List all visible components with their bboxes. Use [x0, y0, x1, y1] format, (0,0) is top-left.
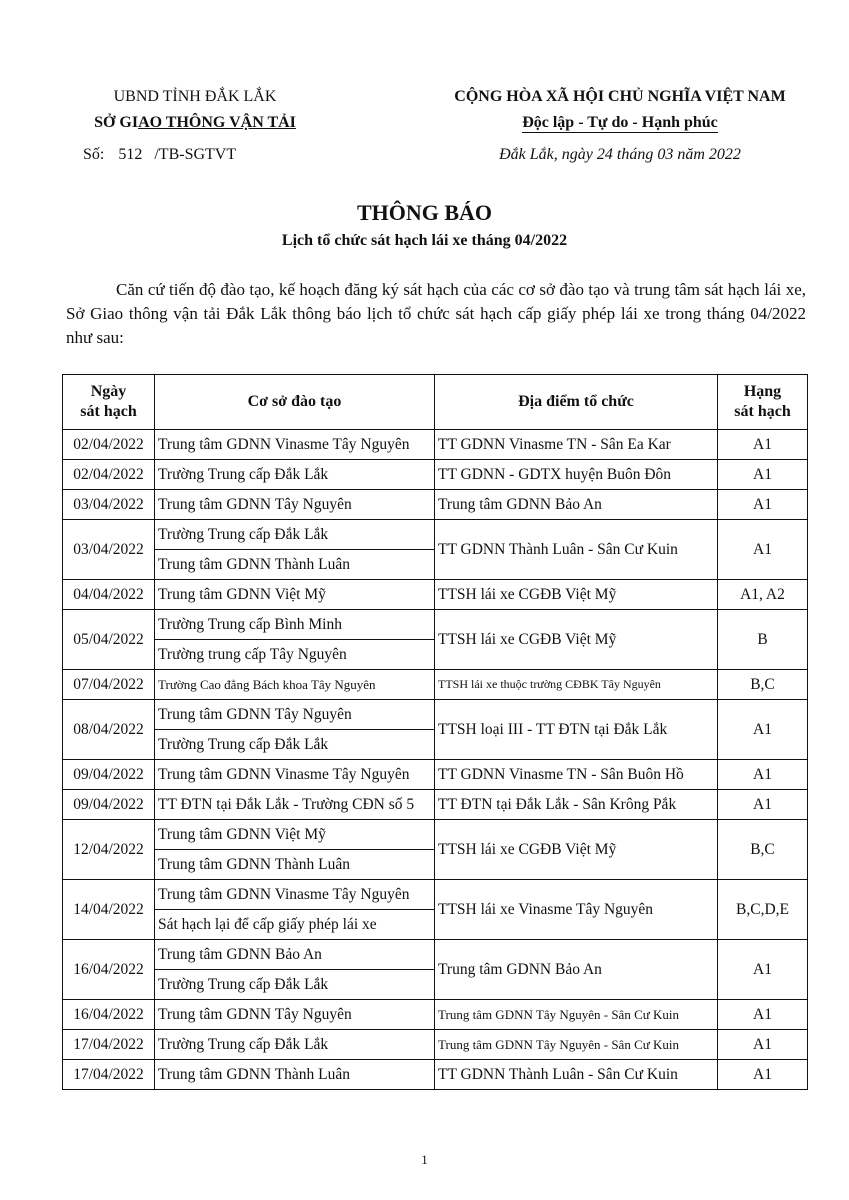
table-row: [63, 670, 808, 700]
cell-school: Trung tâm GDNN Thành Luân: [155, 1060, 435, 1090]
cell-class: A1: [718, 490, 808, 520]
table-row: [63, 820, 808, 850]
cell-venue: TT GDNN Thành Luân - Sân Cư Kuin: [435, 1060, 718, 1090]
cell-venue: TT ĐTN tại Đắk Lắk - Sân Krông Pắk: [435, 790, 718, 820]
cell-school: Trung tâm GDNN Tây Nguyên: [155, 1000, 435, 1030]
table-row: [63, 880, 808, 910]
cell-venue: TTSH lái xe Vinasme Tây Nguyên: [435, 880, 718, 940]
cell-date: 05/04/2022: [63, 610, 155, 670]
cell-school: Trung tâm GDNN Vinasme Tây Nguyên: [155, 880, 435, 910]
national-title: CỘNG HÒA XÃ HỘI CHỦ NGHĨA VIỆT NAM: [454, 88, 786, 105]
cell-school: Trung tâm GDNN Việt Mỹ: [155, 580, 435, 610]
cell-date: 14/04/2022: [63, 880, 155, 940]
table-header-row: [63, 375, 808, 430]
table-row: [63, 700, 808, 730]
cell-school: Trường Trung cấp Đắk Lắk: [155, 1030, 435, 1060]
table-row: [63, 1000, 808, 1030]
header-date-line2: sát hạch: [80, 403, 137, 420]
cell-venue: Trung tâm GDNN Tây Nguyên - Sân Cư Kuin: [435, 1000, 718, 1030]
cell-school: Trung tâm GDNN Tây Nguyên: [155, 700, 435, 730]
cell-venue: TT GDNN Vinasme TN - Sân Buôn Hồ: [435, 760, 718, 790]
cell-date: 09/04/2022: [63, 760, 155, 790]
cell-school: Trung tâm GDNN Bảo An: [155, 940, 435, 970]
document-subtitle: Lịch tổ chức sát hạch lái xe tháng 04/2022: [281, 232, 568, 249]
header-venue: Địa điểm tổ chức: [435, 375, 718, 430]
cell-class: A1: [718, 760, 808, 790]
cell-date: 16/04/2022: [63, 1000, 155, 1030]
table-row: [63, 790, 808, 820]
table-row: [63, 430, 808, 460]
schedule-table: [62, 374, 808, 1090]
cell-venue: TTSH lái xe CGĐB Việt Mỹ: [435, 820, 718, 880]
cell-school: Trung tâm GDNN Việt Mỹ: [155, 820, 435, 850]
cell-class: A1: [718, 1030, 808, 1060]
cell-school: Trường Trung cấp Đắk Lắk: [155, 730, 435, 760]
cell-date: 17/04/2022: [63, 1030, 155, 1060]
document-number-suffix: /TB-SGTVT: [154, 146, 237, 163]
header-class-line1: Hạng: [743, 383, 782, 400]
cell-date: 08/04/2022: [63, 700, 155, 760]
table-row: [63, 580, 808, 610]
cell-school: TT ĐTN tại Đắk Lắk - Trường CĐN số 5: [155, 790, 435, 820]
cell-date: 17/04/2022: [63, 1060, 155, 1090]
cell-school: Trường Trung cấp Bình Minh: [155, 610, 435, 640]
issuer-parent: UBND TỈNH ĐẮK LẮK: [113, 88, 277, 105]
place-date: Đắk Lắk, ngày 24 tháng 03 năm 2022: [499, 146, 741, 163]
cell-class: B,C,D,E: [718, 880, 808, 940]
cell-venue: TTSH loại III - TT ĐTN tại Đắk Lắk: [435, 700, 718, 760]
cell-date: 02/04/2022: [63, 430, 155, 460]
national-motto: [420, 110, 820, 136]
cell-class: B,C: [718, 670, 808, 700]
cell-class: A1: [718, 1060, 808, 1090]
cell-venue: Trung tâm GDNN Bảo An: [435, 940, 718, 1000]
cell-class: A1: [718, 1000, 808, 1030]
cell-date: 03/04/2022: [63, 490, 155, 520]
table-row: [63, 940, 808, 970]
cell-venue: TTSH lái xe thuộc trường CĐBK Tây Nguyên: [435, 670, 718, 700]
document-number: [60, 142, 330, 168]
cell-venue: TTSH lái xe CGĐB Việt Mỹ: [435, 580, 718, 610]
cell-date: 04/04/2022: [63, 580, 155, 610]
cell-class: A1: [718, 430, 808, 460]
header-date: [63, 375, 155, 430]
cell-date: 16/04/2022: [63, 940, 155, 1000]
issuer-department-part2: AO THÔNG VẬN TẢI: [138, 114, 296, 131]
cell-date: 02/04/2022: [63, 460, 155, 490]
cell-venue: Trung tâm GDNN Tây Nguyên - Sân Cư Kuin: [435, 1030, 718, 1060]
issuer-department: [60, 110, 330, 136]
cell-venue: Trung tâm GDNN Bảo An: [435, 490, 718, 520]
cell-class: B: [718, 610, 808, 670]
cell-class: A1: [718, 790, 808, 820]
table-row: [63, 760, 808, 790]
header-school: Cơ sở đào tạo: [155, 375, 435, 430]
intro-paragraph: Căn cứ tiến độ đào tạo, kế hoạch đăng ký sát hạch của các cơ sở đào tạo và trung tâm sát hạch lái xe, Sở Giao thông vận tải Đắk Lắk thông báo lịch tổ chức sát hạch cấp giấy phép lái xe trong tháng 04/2022 như sau:: [66, 280, 806, 347]
cell-class: A1, A2: [718, 580, 808, 610]
cell-venue: TTSH lái xe CGĐB Việt Mỹ: [435, 610, 718, 670]
cell-school: Sát hạch lại để cấp giấy phép lái xe: [155, 910, 435, 940]
cell-class: A1: [718, 460, 808, 490]
cell-date: 09/04/2022: [63, 790, 155, 820]
header-class-line2: sát hạch: [734, 403, 791, 420]
cell-date: 03/04/2022: [63, 520, 155, 580]
cell-school: Trường trung cấp Tây Nguyên: [155, 640, 435, 670]
cell-date: 12/04/2022: [63, 820, 155, 880]
cell-class: A1: [718, 520, 808, 580]
cell-class: B,C: [718, 820, 808, 880]
cell-school: Trung tâm GDNN Tây Nguyên: [155, 490, 435, 520]
cell-school: Trường Trung cấp Đắk Lắk: [155, 460, 435, 490]
cell-venue: TT GDNN Vinasme TN - Sân Ea Kar: [435, 430, 718, 460]
cell-school: Trường Trung cấp Đắk Lắk: [155, 970, 435, 1000]
table-row: [63, 490, 808, 520]
cell-school: Trung tâm GDNN Vinasme Tây Nguyên: [155, 430, 435, 460]
cell-school: Trung tâm GDNN Thành Luân: [155, 850, 435, 880]
national-motto-block: [420, 84, 820, 168]
header-date-line1: Ngày: [90, 383, 127, 400]
cell-venue: TT GDNN - GDTX huyện Buôn Đôn: [435, 460, 718, 490]
national-motto-text: Độc lập - Tự do - Hạnh phúc: [522, 114, 718, 131]
cell-school: Trung tâm GDNN Vinasme Tây Nguyên: [155, 760, 435, 790]
document-title: THÔNG BÁO: [356, 200, 493, 225]
header-class: [718, 375, 808, 430]
table-row: [63, 1030, 808, 1060]
document-number-label: Số:: [83, 146, 105, 163]
document-number-value: 512: [118, 146, 143, 163]
cell-date: 07/04/2022: [63, 670, 155, 700]
schedule-body: [63, 430, 808, 1090]
cell-school: Trường Cao đẳng Bách khoa Tây Nguyên: [155, 670, 435, 700]
table-row: [63, 610, 808, 640]
issuer-block: [60, 84, 330, 168]
cell-school: Trung tâm GDNN Thành Luân: [155, 550, 435, 580]
issuer-department-part1: SỞ GI: [94, 114, 139, 131]
page-number: 1: [421, 1152, 428, 1167]
table-row: [63, 1060, 808, 1090]
cell-venue: TT GDNN Thành Luân - Sân Cư Kuin: [435, 520, 718, 580]
table-row: [63, 460, 808, 490]
cell-class: A1: [718, 940, 808, 1000]
cell-class: A1: [718, 700, 808, 760]
table-row: [63, 520, 808, 550]
cell-school: Trường Trung cấp Đắk Lắk: [155, 520, 435, 550]
